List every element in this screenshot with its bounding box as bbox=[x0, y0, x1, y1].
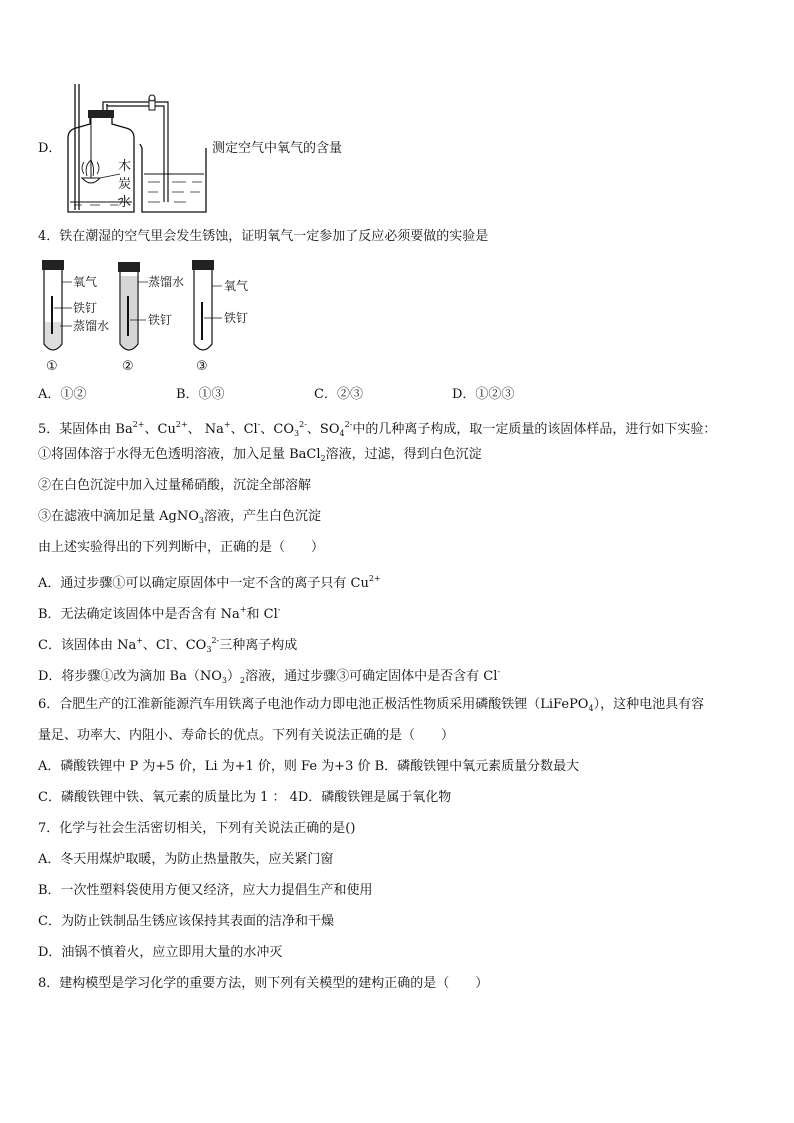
q5-option-b[interactable]: B．无法确定该固体中是否含有 Na+和 Cl- bbox=[38, 605, 281, 622]
q3-apparatus-figure bbox=[60, 78, 220, 218]
tube2-mid-label: 铁钉 bbox=[148, 313, 173, 327]
q4-stem: 4．铁在潮湿的空气里会发生锈蚀，证明氧气一定参加了反应必须要做的实验是 bbox=[38, 229, 489, 244]
q4-option-c[interactable]: C．②③ bbox=[314, 387, 363, 402]
q7-option-a[interactable]: A．冬天用煤炉取暖，为防止热量散失，应关紧门窗 bbox=[38, 852, 334, 867]
tube1-mid-label: 铁钉 bbox=[73, 301, 98, 315]
q5-option-c[interactable]: C．该固体由 Na+、Cl-、$CO_3^{2-}$三种离子构成 bbox=[38, 636, 298, 654]
q5-step2: ②在白色沉淀中加入过量稀硝酸，沉淀全部溶解 bbox=[38, 478, 312, 493]
q5-option-d[interactable]: D．将步骤①改为滴加 $Ba(NO_3)_2$溶液，通过步骤③可确定固体中是否含有 Cl- bbox=[38, 667, 501, 685]
tube2-top-label: 蒸馏水 bbox=[148, 275, 185, 289]
tube3-top-label: 氧气 bbox=[224, 279, 249, 293]
q7-stem: 7．化学与社会生活密切相关，下列有关说法正确的是() bbox=[38, 821, 356, 836]
q4-option-b[interactable]: B．①③ bbox=[176, 387, 225, 402]
q6-options-cd[interactable]: C．磷酸铁锂中铁、氧元素的质量比为 1 ： 4D．磷酸铁锂是属于氧化物 bbox=[38, 790, 452, 805]
q5-option-a[interactable]: A．通过步骤①可以确定原固体中一定不含的离子只有 $Cu^{2+}$ bbox=[38, 574, 381, 591]
q5-question: 由上述实验得出的下列判断中，正确的是（ ） bbox=[38, 540, 325, 555]
q7-option-c[interactable]: C．为防止铁制品生锈应该保持其表面的洁净和干燥 bbox=[38, 914, 334, 929]
q5-step3: ③在滤液中滴加足量 AgNO$_3$溶液，产生白色沉淀 bbox=[38, 509, 321, 525]
q6-options-ab[interactable]: A．磷酸铁锂中 P 为+5 价，Li 为+1 价，则 Fe 为+3 价 B．磷酸铁锂中氧元素质量分数最大 bbox=[38, 759, 580, 774]
label-water: 水 bbox=[118, 195, 132, 210]
tube1-number: ① bbox=[46, 359, 58, 374]
q3-option-d-caption: 测定空气中氧气的含量 bbox=[212, 141, 343, 156]
q5-step1: ①将固体溶于水得无色透明溶液，加入足量 BaCl$_2$溶液，过滤，得到白色沉淀 bbox=[38, 447, 482, 463]
tube1-top-label: 氧气 bbox=[73, 275, 98, 289]
q3-option-d-label: D． bbox=[38, 141, 62, 156]
label-wood: 木 bbox=[118, 159, 132, 174]
q4-test-tubes-figure bbox=[34, 256, 264, 376]
q6-stem-line1: 6．合肥生产的江淮新能源汽车用铁离子电池作动力即电池正极活性物质采用磷酸铁锂（LiFePO$_4$），这种电池具有容 bbox=[38, 697, 705, 713]
tube3-mid-label: 铁钉 bbox=[224, 311, 249, 325]
q4-option-a[interactable]: A．①② bbox=[38, 387, 87, 402]
tube1-bottom-label: 蒸馏水 bbox=[73, 319, 110, 333]
q8-stem: 8．建构模型是学习化学的重要方法，则下列有关模型的建构正确的是（ ） bbox=[38, 976, 489, 991]
q4-option-d[interactable]: D．①②③ bbox=[452, 387, 515, 402]
q6-stem-line2: 量足、功率大、内阻小、寿命长的优点。下列有关说法正确的是（ ） bbox=[38, 728, 455, 743]
q5-stem: 5．某固体由 $Ba^{2+}$、$Cu^{2+}$、 Na+、Cl-、$CO_3^{2-}$、$SO_4^{2-}$中的几种离子构成，取一定质量的该固体样品，进行如下实验： bbox=[38, 420, 717, 438]
tube3-number: ③ bbox=[196, 359, 208, 374]
label-charcoal: 炭 bbox=[118, 177, 132, 192]
q7-option-d[interactable]: D．油锅不慎着火，应立即用大量的水冲灭 bbox=[38, 945, 283, 960]
q7-option-b[interactable]: B．一次性塑料袋使用方便又经济，应大力提倡生产和使用 bbox=[38, 883, 373, 898]
tube2-number: ② bbox=[122, 359, 134, 374]
